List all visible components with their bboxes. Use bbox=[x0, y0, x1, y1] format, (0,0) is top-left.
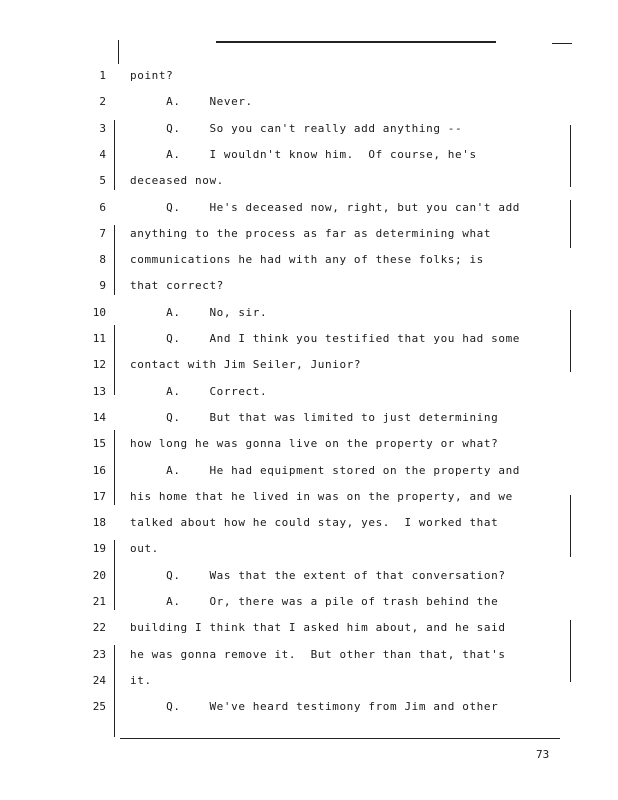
transcript-line bbox=[0, 119, 618, 139]
line-number: 6 bbox=[99, 200, 106, 214]
line-number: 23 bbox=[92, 647, 106, 661]
transcript-line bbox=[0, 618, 618, 638]
line-text: Q. And I think you testified that you had some bbox=[130, 332, 521, 345]
line-number: 22 bbox=[92, 621, 106, 635]
line-text: Q. He's deceased now, right, but you can't add bbox=[130, 200, 521, 214]
line-number: 18 bbox=[92, 516, 106, 530]
line-number: 7 bbox=[99, 226, 106, 240]
line-text: A. No, sir. bbox=[130, 305, 268, 319]
line-text: A. I wouldn't know him. Of course, he's bbox=[130, 147, 477, 161]
transcript-line bbox=[0, 487, 618, 507]
transcript-line bbox=[0, 382, 618, 402]
transcript-line bbox=[0, 250, 618, 270]
line-text: A. Or, there was a pile of trash behind the bbox=[130, 595, 499, 608]
line-text: contact with Jim Seiler, Junior? bbox=[130, 358, 362, 372]
transcript-line bbox=[0, 592, 618, 612]
line-text: Q. We've heard testimony from Jim and other bbox=[130, 700, 499, 714]
transcript-line bbox=[0, 645, 618, 665]
transcript-line bbox=[0, 92, 618, 112]
transcript-line bbox=[0, 276, 618, 296]
line-text: his home that he lived in was on the property, and we bbox=[130, 489, 513, 503]
line-text: A. He had equipment stored on the property and bbox=[130, 463, 521, 477]
line-number: 2 bbox=[99, 95, 106, 109]
line-text: Q. So you can't really add anything -- bbox=[130, 121, 463, 135]
transcript-line bbox=[0, 355, 618, 375]
line-text: talked about how he could stay, yes. I worked that bbox=[130, 516, 499, 530]
transcript-line bbox=[0, 171, 618, 191]
line-text: point? bbox=[130, 69, 174, 82]
transcript-line bbox=[0, 566, 618, 586]
line-number: 4 bbox=[99, 147, 106, 161]
transcript-line bbox=[0, 671, 618, 691]
line-number: 3 bbox=[99, 121, 106, 135]
transcript-line bbox=[0, 145, 618, 165]
transcript-line bbox=[0, 329, 618, 349]
line-text: communications he had with any of these folks; is bbox=[130, 253, 484, 267]
transcript-line bbox=[0, 434, 618, 454]
line-text: Q. Was that the extent of that conversation? bbox=[130, 568, 506, 582]
margin-line-left-top bbox=[118, 40, 119, 64]
line-number: 10 bbox=[92, 305, 106, 319]
line-text: Q. But that was limited to just determining bbox=[130, 410, 499, 424]
line-text: A. Correct. bbox=[130, 384, 268, 398]
line-number: 25 bbox=[92, 700, 106, 714]
top-rule bbox=[216, 41, 496, 43]
line-text: how long he was gonna live on the property or what? bbox=[130, 437, 499, 451]
line-number: 9 bbox=[99, 279, 106, 293]
transcript-line bbox=[0, 303, 618, 323]
line-number: 24 bbox=[92, 673, 106, 687]
page-number: 73 bbox=[536, 748, 550, 761]
line-text: deceased now. bbox=[130, 174, 224, 188]
line-text: A. Never. bbox=[130, 95, 253, 109]
line-number: 14 bbox=[92, 410, 106, 424]
bottom-rule bbox=[120, 738, 560, 739]
line-number: 12 bbox=[92, 358, 106, 372]
line-number: 20 bbox=[92, 568, 106, 582]
transcript-line bbox=[0, 513, 618, 533]
line-text: he was gonna remove it. But other than that, that's bbox=[130, 647, 506, 661]
top-right-rule bbox=[552, 43, 572, 44]
transcript-line bbox=[0, 198, 618, 218]
transcript-line bbox=[0, 539, 618, 559]
transcript-line bbox=[0, 66, 618, 86]
line-text: building I think that I asked him about, and he said bbox=[130, 621, 506, 635]
transcript-line bbox=[0, 461, 618, 481]
line-number: 19 bbox=[92, 542, 106, 556]
line-number: 17 bbox=[92, 489, 106, 503]
line-number: 16 bbox=[92, 463, 106, 477]
line-number: 5 bbox=[99, 174, 106, 188]
line-number: 8 bbox=[99, 253, 106, 267]
line-number: 13 bbox=[92, 384, 106, 398]
line-text: it. bbox=[130, 673, 152, 687]
line-text: anything to the process as far as determining what bbox=[130, 226, 492, 240]
line-number: 15 bbox=[92, 437, 106, 451]
line-number: 1 bbox=[99, 69, 106, 82]
line-text: that correct? bbox=[130, 279, 224, 293]
transcript-line bbox=[0, 224, 618, 244]
transcript-line bbox=[0, 697, 618, 717]
line-number: 11 bbox=[92, 332, 106, 345]
line-number: 21 bbox=[92, 595, 106, 608]
transcript-line bbox=[0, 408, 618, 428]
line-text: out. bbox=[130, 542, 159, 556]
